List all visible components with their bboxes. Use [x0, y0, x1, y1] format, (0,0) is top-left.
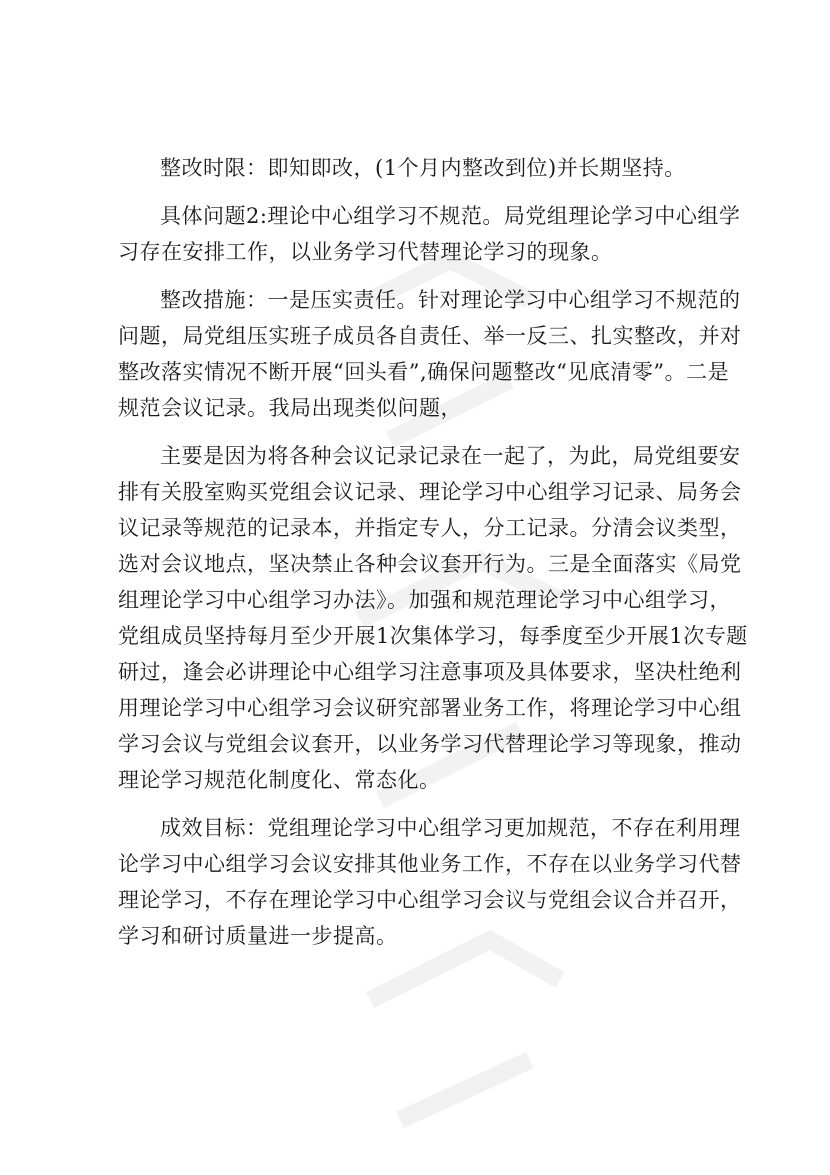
paragraph-measures-continued: 主要是因为将各种会议记录记录在一起了，为此，局党组要安排有关股室购买党组会议记录、理论学习中心组学习记录、局务会议记录等规范的记录本，并指定专人，分工记录。分清会议类型，选对会议地点，坚决禁止各种会议套开行为。三是全面落实《局党组理论学习中心组学习办法》。加强和规范理论学习中心组学习，党组成员坚持每月至少开展1次集体学习，每季度至少开展1次专题研过，逢会必讲理论中心组学习注意事项及具体要求，坚决杜绝利用理论学习中心组学习会议研究部署业务工作，将理论学习中心组学习会议与党组会议套开，以业务学习代替理论学习等现象，推动理论学习规范化制度化、常态化。: [118, 444, 748, 792]
paragraph-measures: 整改措施：一是压实责任。针对理论学习中心组学习不规范的问题，局党组压实班子成员各自责任、举一反三、扎实整改，并对整改落实情况不断开展“回头看”,确保问题整改“见底清零”。二是规范会议记录。我局出现类似问题，: [118, 288, 742, 420]
paragraph-goal: 成效目标：党组理论学习中心组学习更加规范，不存在利用理论学习中心组学习会议安排其他业务工作，不存在以业务学习代替理论学习，不存在理论学习中心组学习会议与党组会议合并召开，学习和研讨质量进一步提高。: [118, 816, 742, 948]
document-body: [118, 150, 748, 966]
paragraph-problem-2: 具体问题2:理论中心组学习不规范。局党组理论学习中心组学习存在安排工作，以业务学习代替理论学习的现象。: [118, 204, 741, 264]
paragraph-deadline: 整改时限：即知即改，(1个月内整改到位)并长期坚持。: [160, 156, 686, 180]
